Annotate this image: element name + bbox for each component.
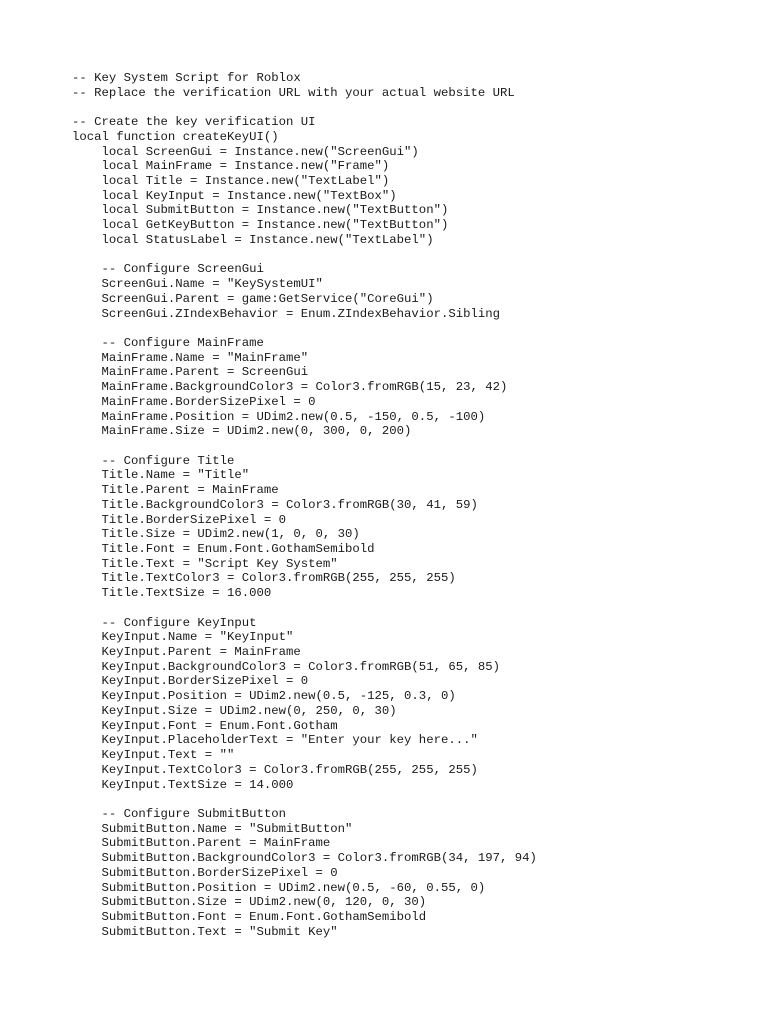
code-line: KeyInput.BackgroundColor3 = Color3.fromRGB(51, 65, 85) xyxy=(101,659,500,674)
code-line: ScreenGui.ZIndexBehavior = Enum.ZIndexBehavior.Sibling xyxy=(101,306,500,321)
code-line: Title.Size = UDim2.new(1, 0, 0, 30) xyxy=(101,527,360,542)
code-line: Title.BackgroundColor3 = Color3.fromRGB(30, 41, 59) xyxy=(101,497,478,512)
code-line: KeyInput.Name = "KeyInput" xyxy=(101,630,294,645)
code-line: local KeyInput = Instance.new("TextBox") xyxy=(101,188,397,203)
code-comment-line: -- Key System Script for Roblox xyxy=(72,71,301,85)
blank-line xyxy=(72,100,537,115)
code-line: SubmitButton.Name = "SubmitButton" xyxy=(101,821,353,836)
code-line: KeyInput.Parent = MainFrame xyxy=(101,645,301,660)
code-line: ScreenGui.Name = "KeySystemUI" xyxy=(101,277,323,292)
code-comment-line: -- Replace the verification URL with your actual website URL xyxy=(72,85,515,100)
blank-line xyxy=(72,601,537,616)
code-line: Title.TextSize = 16.000 xyxy=(101,586,272,601)
code-comment-line: -- Configure KeyInput xyxy=(101,615,257,630)
blank-line xyxy=(72,321,537,336)
code-listing xyxy=(72,71,537,939)
code-line: local function createKeyUI() xyxy=(72,129,279,144)
code-line: local MainFrame = Instance.new("Frame") xyxy=(101,159,390,174)
code-comment-line: -- Create the key verification UI xyxy=(72,115,316,130)
code-line: SubmitButton.Font = Enum.Font.GothamSemibold xyxy=(101,909,427,924)
code-line: MainFrame.Parent = ScreenGui xyxy=(101,365,309,380)
code-line: KeyInput.BorderSizePixel = 0 xyxy=(101,674,309,689)
code-line: MainFrame.Position = UDim2.new(0.5, -150, 0.5, -100) xyxy=(101,409,486,424)
code-line: Title.Parent = MainFrame xyxy=(101,483,279,498)
code-line: SubmitButton.BackgroundColor3 = Color3.fromRGB(34, 197, 94) xyxy=(101,851,537,866)
code-line: KeyInput.Text = "" xyxy=(101,748,235,763)
code-line: local Title = Instance.new("TextLabel") xyxy=(101,174,390,189)
code-comment-line: -- Configure MainFrame xyxy=(101,335,264,350)
code-line: MainFrame.Size = UDim2.new(0, 300, 0, 200) xyxy=(101,424,412,439)
code-line: Title.Name = "Title" xyxy=(101,468,250,483)
blank-line xyxy=(72,792,537,807)
code-line: local GetKeyButton = Instance.new("TextButton") xyxy=(101,218,449,233)
code-line: local SubmitButton = Instance.new("TextButton") xyxy=(101,203,449,218)
code-comment-line: -- Configure Title xyxy=(101,453,235,468)
code-line: Title.Text = "Script Key System" xyxy=(101,556,338,571)
code-line: KeyInput.TextSize = 14.000 xyxy=(101,777,294,792)
code-line: KeyInput.TextColor3 = Color3.fromRGB(255, 255, 255) xyxy=(101,762,478,777)
code-line: KeyInput.Position = UDim2.new(0.5, -125, 0.3, 0) xyxy=(101,689,456,704)
code-line: ScreenGui.Parent = game:GetService("CoreGui") xyxy=(101,291,434,306)
code-line: KeyInput.Size = UDim2.new(0, 250, 0, 30) xyxy=(101,703,397,718)
code-line: Title.BorderSizePixel = 0 xyxy=(101,512,286,527)
code-line: MainFrame.BackgroundColor3 = Color3.fromRGB(15, 23, 42) xyxy=(101,380,508,395)
code-line: Title.Font = Enum.Font.GothamSemibold xyxy=(101,542,375,556)
code-comment-line: -- Configure ScreenGui xyxy=(101,262,264,277)
code-line: SubmitButton.Size = UDim2.new(0, 120, 0, 30) xyxy=(101,895,427,910)
blank-line xyxy=(72,248,537,263)
code-line: SubmitButton.BorderSizePixel = 0 xyxy=(101,865,338,880)
code-line: KeyInput.PlaceholderText = "Enter your key here..." xyxy=(101,733,478,748)
code-line: SubmitButton.Parent = MainFrame xyxy=(101,836,331,851)
blank-line xyxy=(72,439,537,454)
code-line: SubmitButton.Position = UDim2.new(0.5, -60, 0.55, 0) xyxy=(101,880,486,895)
code-line: Title.TextColor3 = Color3.fromRGB(255, 255, 255) xyxy=(101,571,456,586)
code-line: local ScreenGui = Instance.new("ScreenGui") xyxy=(101,144,419,159)
code-comment-line: -- Configure SubmitButton xyxy=(101,806,286,821)
code-line: MainFrame.BorderSizePixel = 0 xyxy=(101,394,316,409)
code-line: KeyInput.Font = Enum.Font.Gotham xyxy=(101,718,338,733)
code-line: MainFrame.Name = "MainFrame" xyxy=(101,350,309,365)
code-line: SubmitButton.Text = "Submit Key" xyxy=(101,924,338,939)
code-line: local StatusLabel = Instance.new("TextLabel") xyxy=(101,232,434,247)
